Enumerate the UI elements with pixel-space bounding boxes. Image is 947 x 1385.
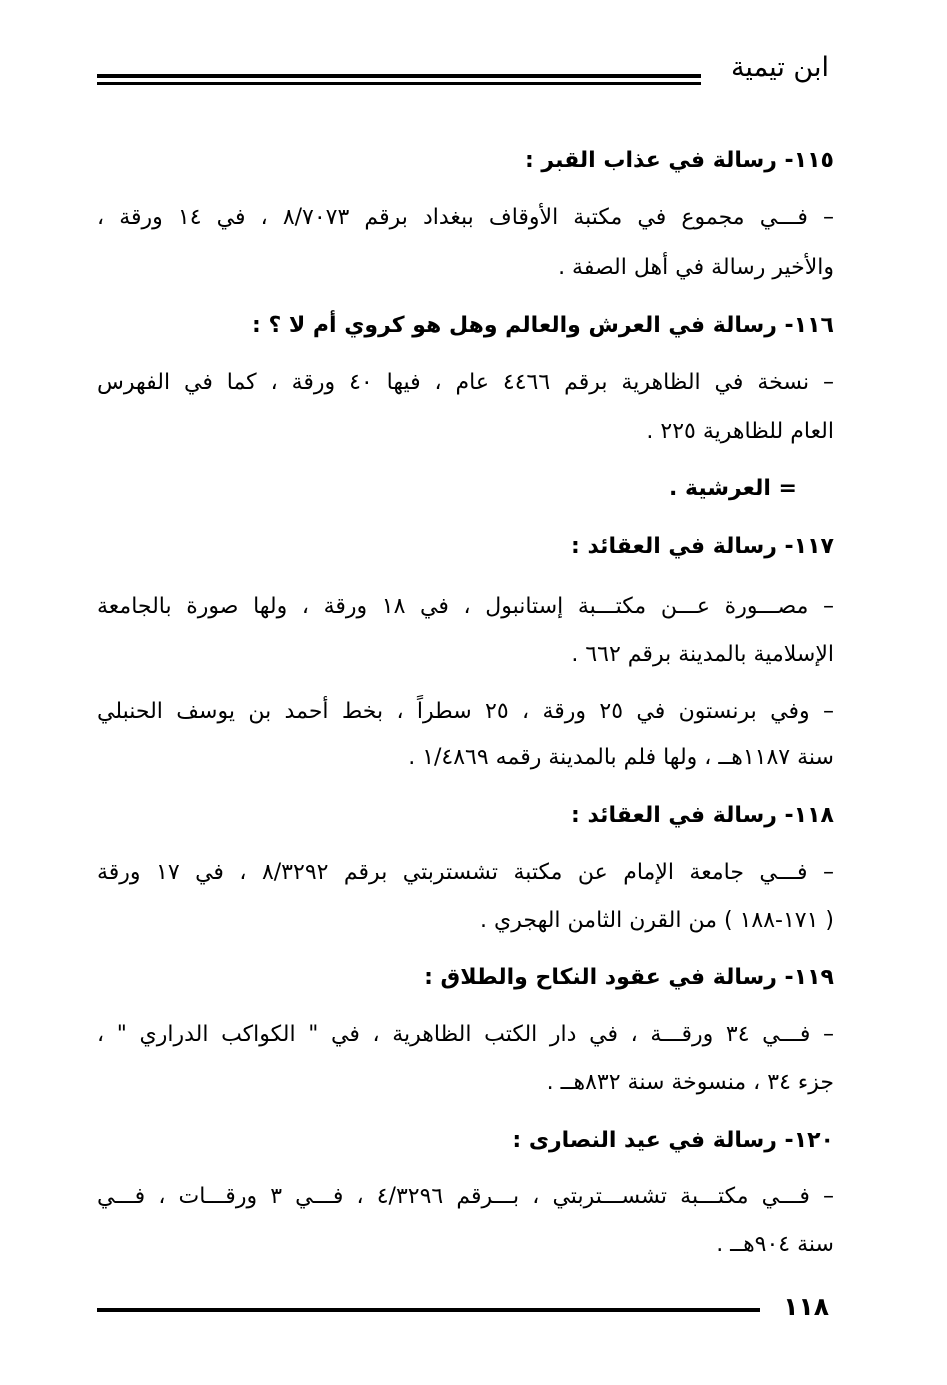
entry-heading-120: ١٢٠- رسالة في عيد النصارى : xyxy=(512,1128,834,1153)
entry-heading-116: ١١٦- رسالة في العرش والعالم وهل هو كروي أم لا ؟ : xyxy=(252,313,834,338)
entry-heading-117: ١١٧- رسالة في العقائد : xyxy=(571,534,834,559)
entry-115-text-line-1: – فـــي مجموع في مكتبة الأوقاف ببغداد برقم ٨/٧٠٧٣ ، في ١٤ ورقة ، xyxy=(97,205,834,230)
entry-117-text-line-4: سنة ١١٨٧هــ ، ولها فلم بالمدينة رقمه ١/٤٨٦٩ . xyxy=(408,745,834,770)
entry-116-cross-reference: = العرشية . xyxy=(669,476,797,501)
entry-117-text-line-2: الإسلامية بالمدينة برقم ٦٦٢ . xyxy=(571,642,834,667)
entry-heading-118: ١١٨- رسالة في العقائد : xyxy=(571,803,834,828)
entry-heading-115: ١١٥- رسالة في عذاب القبر : xyxy=(524,148,834,173)
header-rule-thin xyxy=(97,82,701,85)
page-number: ١١٨ xyxy=(783,1292,829,1321)
entry-118-text-line-1: – فـــي جامعة الإمام عن مكتبة تشستربتي برقم ٨/٣٢٩٢ ، في ١٧ ورقة xyxy=(97,860,835,885)
entry-116-text-line-2: العام للظاهرية ٢٢٥ . xyxy=(646,419,834,444)
entry-117-text-line-1: – مصـــورة عـــن مكتـــبة إستانبول ، في ١٨ ورقة ، ولها صورة بالجامعة xyxy=(97,594,835,619)
header-rule-thick xyxy=(97,74,701,78)
entry-118-text-line-2: ( ١٧١-١٨٨ ) من القرن الثامن الهجري . xyxy=(480,908,834,933)
entry-117-text-line-3: – وفي برنستون في ٢٥ ورقة ، ٢٥ سطراً ، بخط أحمد بن يوسف الحنبلي xyxy=(97,699,835,724)
entry-116-text-line-1: – نسخة في الظاهرية برقم ٤٤٦٦ عام ، فيها ٤٠ ورقة ، كما في الفهرس xyxy=(97,370,834,395)
entry-heading-119: ١١٩- رسالة في عقود النكاح والطلاق : xyxy=(424,965,834,990)
entry-119-text-line-2: جزء ٣٤ ، منسوخة سنة ٨٣٢هــ . xyxy=(546,1070,834,1095)
entry-115-text-line-2: والأخير رسالة في أهل الصفة . xyxy=(558,255,834,280)
running-header-title: ابن تيمية xyxy=(730,52,829,83)
entry-120-text-line-2: سنة ٩٠٤هــ . xyxy=(716,1232,834,1257)
entry-119-text-line-1: – فـــي ٣٤ ورقـــة ، في دار الكتب الظاهرية ، في " الكواكب الدراري " ، xyxy=(97,1022,834,1047)
footer-rule xyxy=(97,1308,760,1312)
entry-120-text-line-1: – فـــي مكتـــبة تشســـتربتي ، بـــرقم ٤/٣٢٩٦ ، فـــي ٣ ورقـــات ، فـــي xyxy=(97,1184,834,1209)
